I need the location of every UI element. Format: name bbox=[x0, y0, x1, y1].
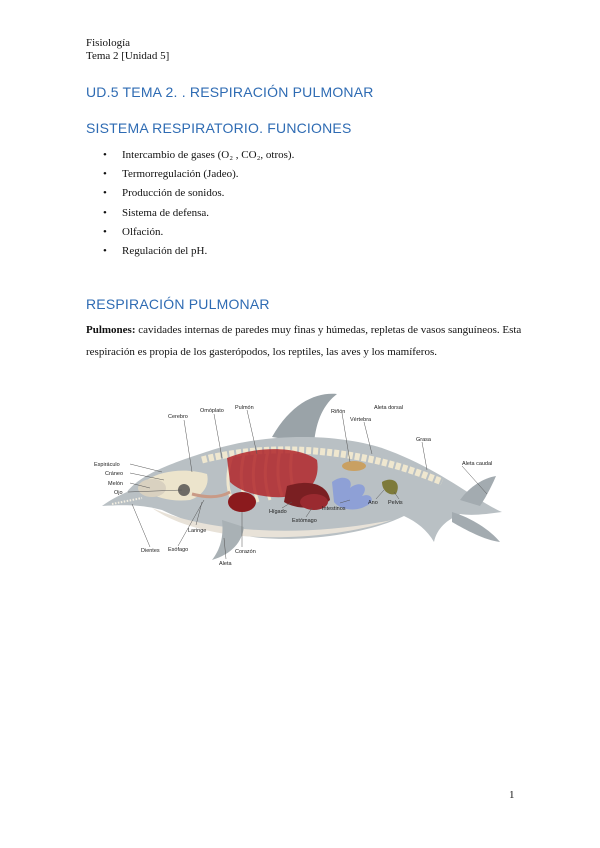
label-aleta-dorsal: Aleta dorsal bbox=[374, 405, 404, 411]
list-item: • Termorregulación (Jadeo). bbox=[103, 165, 294, 184]
section-heading-pulmonary: RESPIRACIÓN PULMONAR bbox=[86, 296, 270, 312]
label-dientes: Dientes bbox=[141, 548, 160, 554]
label-espiraculo: Espiráculo bbox=[94, 462, 120, 468]
section-heading-functions: SISTEMA RESPIRATORIO. FUNCIONES bbox=[86, 120, 352, 136]
label-melon: Melón bbox=[108, 481, 123, 487]
label-aleta: Aleta bbox=[219, 561, 232, 567]
list-item: • Regulación del pH. bbox=[103, 242, 294, 261]
dolphin-anatomy-illustration bbox=[92, 382, 512, 572]
functions-list bbox=[103, 146, 294, 261]
label-estomago: Estómago bbox=[292, 518, 317, 524]
header-subject: Fisiología bbox=[86, 37, 131, 49]
label-laringe: Laringe bbox=[188, 528, 207, 534]
label-higado: Hígado bbox=[269, 509, 287, 515]
lungs-term: Pulmones: bbox=[86, 324, 136, 336]
label-omoplato: Omóplato bbox=[200, 408, 224, 414]
label-vertebra: Vértebra bbox=[350, 417, 372, 423]
page-header bbox=[86, 37, 169, 63]
page-number: 1 bbox=[509, 789, 515, 801]
list-item: • Intercambio de gases (O₂ , CO₂, otros). bbox=[103, 146, 294, 165]
lungs-description: cavidades internas de paredes muy finas y húmedas, repletas de vasos sanguíneos. Esta respiración es propia de los gasterópodos, los reptiles, las aves y los mamíferos. bbox=[86, 324, 522, 358]
label-ojo: Ojo bbox=[114, 490, 123, 496]
dolphin-anatomy-figure bbox=[92, 382, 512, 572]
label-corazon: Corazón bbox=[235, 549, 256, 555]
label-cerebro: Cerebro bbox=[168, 414, 188, 420]
label-aleta-caudal: Aleta caudal bbox=[462, 461, 493, 467]
label-grasa: Grasa bbox=[416, 437, 431, 443]
label-craneo: Cráneo bbox=[105, 471, 124, 477]
label-esofago: Esófago bbox=[168, 547, 189, 553]
label-pulmon: Pulmón bbox=[235, 405, 254, 411]
label-intestinos: Intestinos bbox=[322, 506, 346, 512]
list-item: • Producción de sonidos. bbox=[103, 184, 294, 203]
label-rinon: Riñón bbox=[331, 409, 346, 415]
lungs-paragraph bbox=[86, 319, 526, 363]
header-unit: Tema 2 [Unidad 5] bbox=[86, 50, 170, 62]
label-pelvis: Pelvis bbox=[388, 500, 403, 506]
label-ano: Ano bbox=[368, 500, 378, 506]
document-title: UD.5 TEMA 2. . RESPIRACIÓN PULMONAR bbox=[86, 84, 374, 100]
list-item: • Olfación. bbox=[103, 223, 294, 242]
list-item: • Sistema de defensa. bbox=[103, 204, 294, 223]
